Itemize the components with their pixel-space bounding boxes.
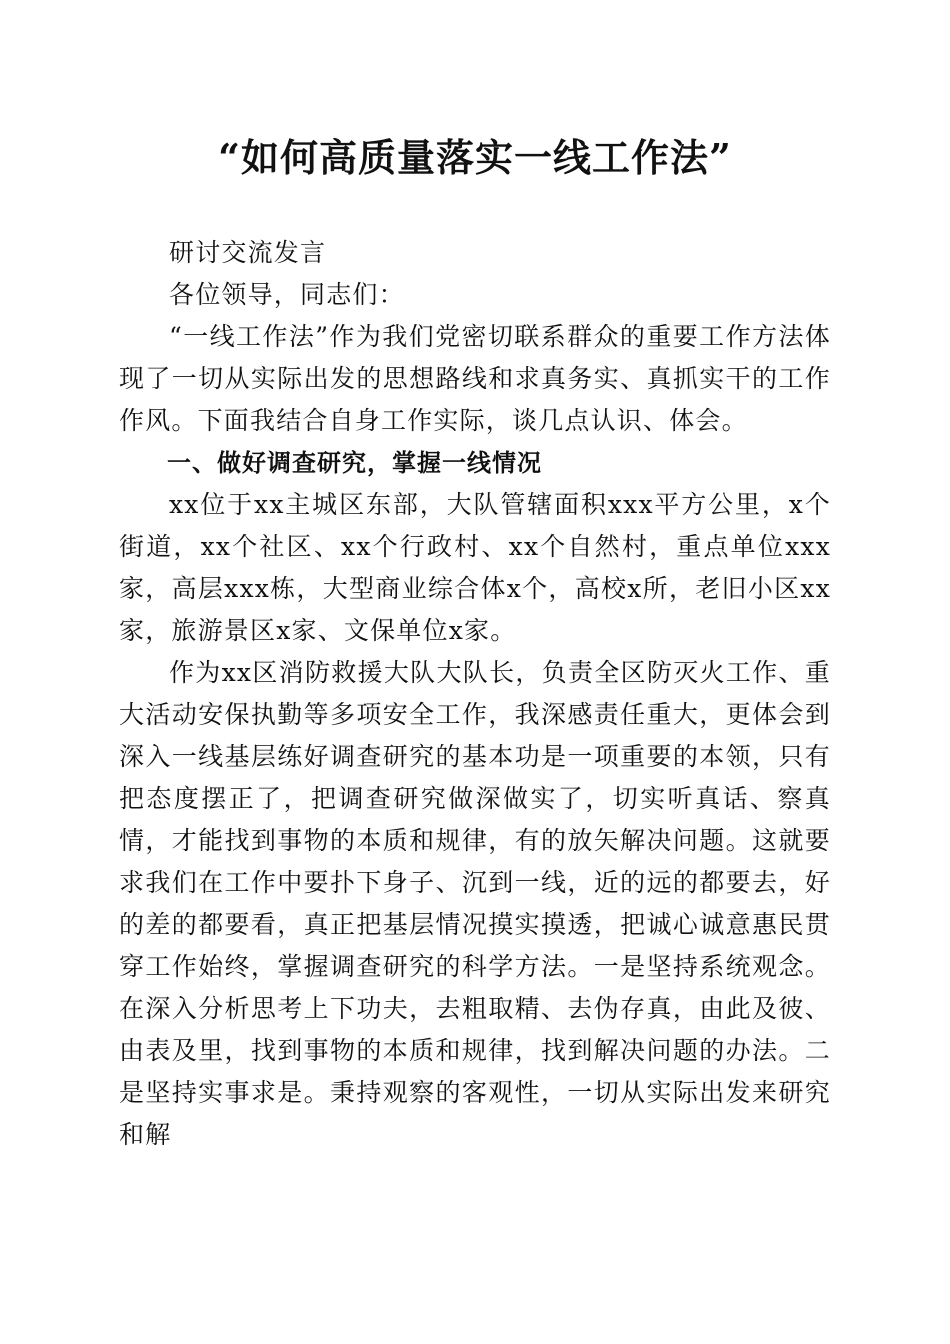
body-paragraph: 作为xx区消防救援大队大队长，负责全区防灭火工作、重大活动安保执勤等多项安全工作，我深感责任重大，更体会到深入一线基层练好调查研究的基本功是一项重要的本领，只有把态度摆正了，把调查研究做深做实了，切实听真话、察真情，才能找到事物的本质和规律，有的放矢解决问题。这就要求我们在工作中要扑下身子、沉到一线，近的远的都要去，好的差的都要看，真正把基层情况摸实摸透，把诚心诚意惠民贯穿工作始终，掌握调查研究的科学方法。一是坚持系统观念。在深入分析思考上下功夫，去粗取精、去伪存真，由此及彼、由表及里，找到事物的本质和规律，找到解决问题的办法。二是坚持实事求是。秉持观察的客观性，一切从实际出发来研究和解 <box>119 658 831 1149</box>
section-heading: 一、做好调查研究，掌握一线情况 <box>167 449 542 477</box>
intro-paragraph: “一线工作法”作为我们党密切联系群众的重要工作方法体现了一切从实际出发的思想路线和求真务实、真抓实干的工作作风。下面我结合自身工作实际，谈几点认识、体会。 <box>119 322 831 435</box>
document-body <box>119 232 831 1156</box>
document-title: “如何高质量落实一线工作法” <box>218 135 732 180</box>
subtitle: 研讨交流发言 <box>169 238 327 267</box>
salutation: 各位领导，同志们： <box>169 280 405 309</box>
body-paragraph: xx位于xx主城区东部，大队管辖面积xxx平方公里，x个街道，xx个社区、xx个行政村、xx个自然村，重点单位xxx家，高层xxx栋，大型商业综合体x个，高校x所，老旧小区xx家，旅游景区x家、文保单位x家。 <box>119 490 831 645</box>
